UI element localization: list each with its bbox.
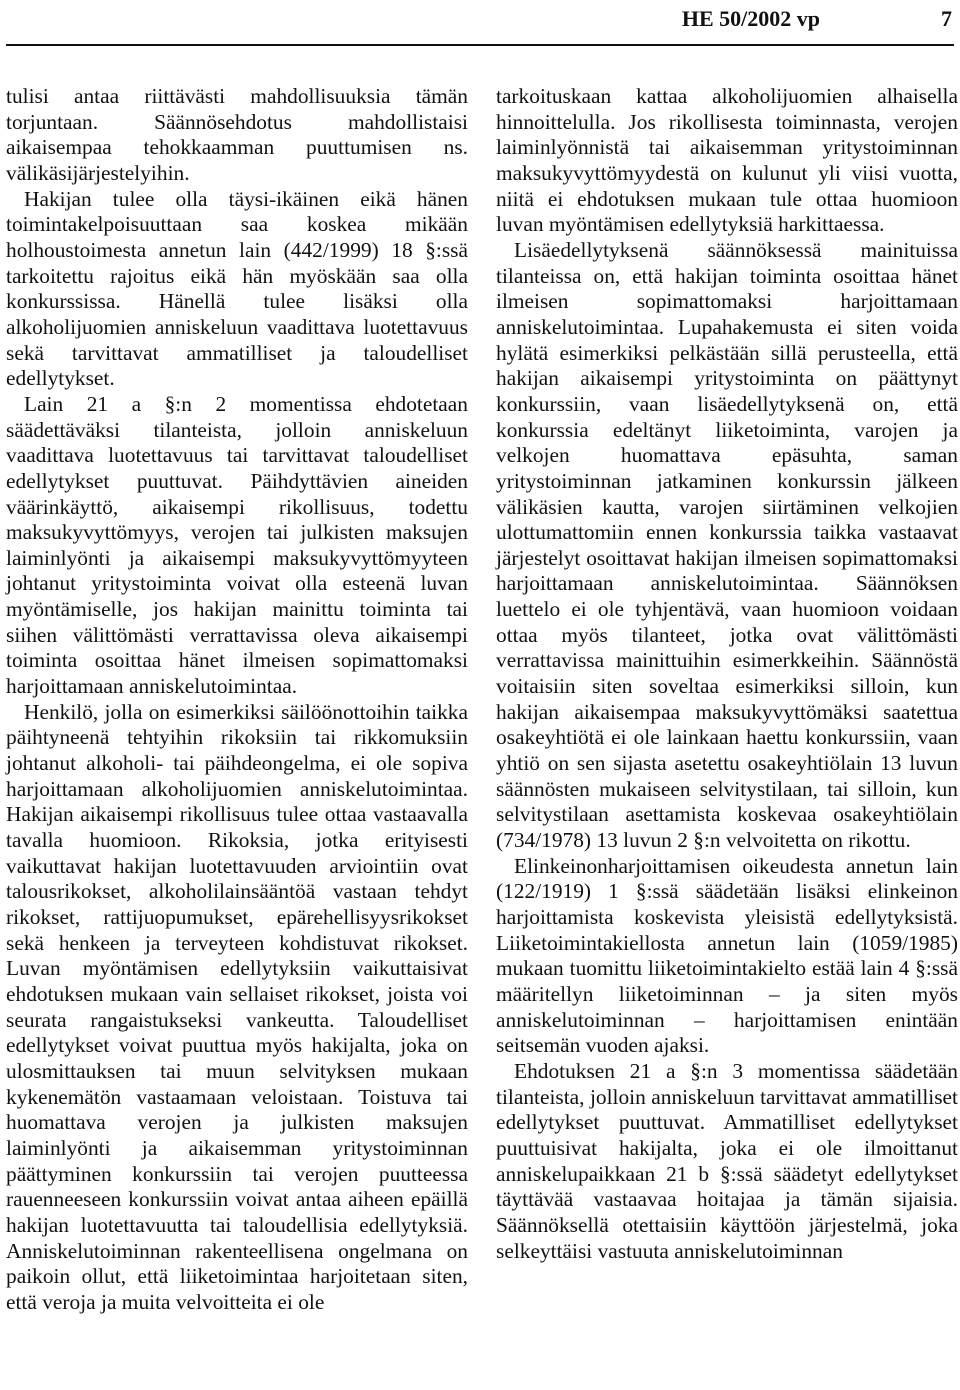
paragraph: Henkilö, jolla on esimerkiksi säilöönottoihin taikka päihtyneenä tehtyihin rikoksiin tai rikkomuksiin johtanut alkoholi- tai päihdeongelma, ei ole sopiva harjoittamaan alkoholijuomien anniskelutoimintaa. Hakijan aikaisempi rikollisuus tulee ottaa vastaavalla tavalla huomioon. Rikoksia, jotka erityisesti vaikuttavat hakijan luotettavuuden arviointiin ovat talousrikokset, alkoholilainsääntöä vastaan tehdyt rikokset, rattijuopumukset, epärehellisyysrikokset sekä henkeen ja terveyteen kohdistuvat rikokset. Luvan myöntämisen edellytyksiin vaikuttaisivat ehdotuksen mukaan vain sellaiset rikokset, joista voi seurata rangaistukseksi vankeutta. Taloudelliset edellytykset voivat puuttua myös hakijalta, joka on ulosmittauksen tai muun selvityksen mukaan kykenemätön vastaamaan veloistaan. Toistuva tai huomattava verojen ja julkisten maksujen laiminlyönti ja aikaisemman yritystoiminnan päättyminen konkurssiin tai verojen puutteessa rauenneeseen konkurssiin voivat antaa aiheen epäillä hakijan luotettavuutta tai taloudellisia edellytyksiä. Anniskelutoiminnan rakenteellisena ongelmana on paikoin ollut, että liiketoimintaa harjoitetaan siten, että veroja ja muita velvoitteita ei ole <box>6 699 468 1314</box>
paragraph: tarkoituskaan kattaa alkoholijuomien alhaisella hinnoittelulla. Jos rikollisesta toiminnasta, verojen laiminlyönnistä tai aikaisemman yritystoiminnan maksukyvyttömyydestä on kulunut yli viisi vuotta, niitä ei ehdotuksen mukaan tule ottaa huomioon luvan myöntämisen edellytyksiä harkittaessa. <box>496 84 958 237</box>
paragraph: Elinkeinonharjoittamisen oikeudesta annetun lain (122/1919) 1 §:ssä säädetään lisäksi elinkeinon harjoittamista koskevista yleisistä edellytyksistä. Liiketoimintakiellosta annetun lain (1059/1985) mukaan tuomittu liiketoimintakielto estää lain 4 §:ssä määritellyn liiketoiminnan – ja siten myös anniskelutoiminnan – harjoittamisen enintään seitsemän vuoden ajaksi. <box>496 853 958 1058</box>
page-number: 7 <box>941 6 952 31</box>
header-divider <box>6 44 954 46</box>
paragraph: Lain 21 a §:n 2 momentissa ehdotetaan säädettäväksi tilanteista, jolloin anniskeluun vaadittava luotettavuus tai tarvittavat taloudelliset edellytykset puuttuvat. Päihdyttävien aineiden väärinkäyttö, aikaisempi rikollisuus, todettu maksukyvyttömyys, verojen tai julkisten maksujen laiminlyönti ja aikaisempi maksukyvyttömyyteen johtanut yritystoiminta voivat olla esteenä luvan myöntämiselle, jos hakijan mainittu toiminta tai siihen välittömästi verrattavissa oleva aikaisempi toiminta osoittaa hänet ilmeisen sopimattomaksi harjoittamaan anniskelutoimintaa. <box>6 391 468 699</box>
paragraph: Lisäedellytyksenä säännöksessä mainituissa tilanteissa on, että hakijan toiminta osoittaa hänet ilmeisen sopimattomaksi harjoittamaan anniskelutoimintaa. Lupahakemusta ei siten voida hylätä esimerkiksi pelkästään sillä perusteella, että hakijan aikaisempi yritystoiminta on päättynyt konkurssiin, vaan lisäedellytyksenä on, että konkurssia edeltänyt liiketoiminta, varojen ja velkojen huomattava epäsuhta, saman yritystoiminnan jatkaminen konkurssin jälkeen välikäsien kautta, varojen siirtäminen velkojien ulottumattomiin ennen konkurssia taikka vastaavat järjestelyt osoittavat hakijan ilmeisen sopimattomaksi harjoittamaan anniskelutoimintaa. Säännöksen luettelo ei ole tyhjentävä, vaan huomioon voidaan ottaa myös tilanteet, jotka ovat välittömästi verrattavissa mainittuihin esimerkkeihin. Säännöstä voitaisiin siten soveltaa esimerkiksi silloin, kun hakijan aikaisempaa maksukyvyttömäksi saatettua osakeyhtiötä ei ole lainkaan haettu konkurssiin, vaan yhtiö on sen sijasta asetettu osakeyhtiölain 13 luvun säännösten mukaiseen selvitystilaan, tai silloin, kun selvitystilaan asettamista koskevaa osakeyhtiölain (734/1978) 13 luvun 2 §:n velvoitetta on rikottu. <box>496 237 958 853</box>
paragraph: Hakijan tulee olla täysi-ikäinen eikä hänen toimintakelpoisuuttaan saa koskea mikään holhoustoimesta annetun lain (442/1999) 18 §:ssä tarkoitettu rajoitus eikä hän myöskään saa olla konkurssissa. Hänellä tulee lisäksi olla alkoholijuomien anniskeluun vaadittava luotettavuus sekä tarvittavat ammatilliset ja taloudelliset edellytykset. <box>6 186 468 391</box>
paragraph: tulisi antaa riittävästi mahdollisuuksia tämän torjuntaan. Säännösehdotus mahdollistaisi aikaisempaa tehokkaamman puuttumisen ns. välikäsijärjestelyihin. <box>6 84 468 185</box>
page-header <box>0 4 960 34</box>
document-title: HE 50/2002 vp <box>681 6 820 31</box>
left-text-column <box>6 84 468 1316</box>
right-text-column <box>496 84 958 1264</box>
paragraph: Ehdotuksen 21 a §:n 3 momentissa säädetään tilanteista, jolloin anniskeluun tarvittavat ammatilliset edellytykset puuttuvat. Ammatilliset edellytykset puuttuisivat hakijalta, joka ei ole ilmoittanut anniskelupaikkaan 21 b §:ssä säädetyt edellytykset täyttävää vastaavaa hoitajaa ja tämän sijaisia. Säännöksellä otettaisiin käyttöön järjestelmä, joka selkeyttäisi vastuuta anniskelutoiminnan <box>496 1058 958 1263</box>
